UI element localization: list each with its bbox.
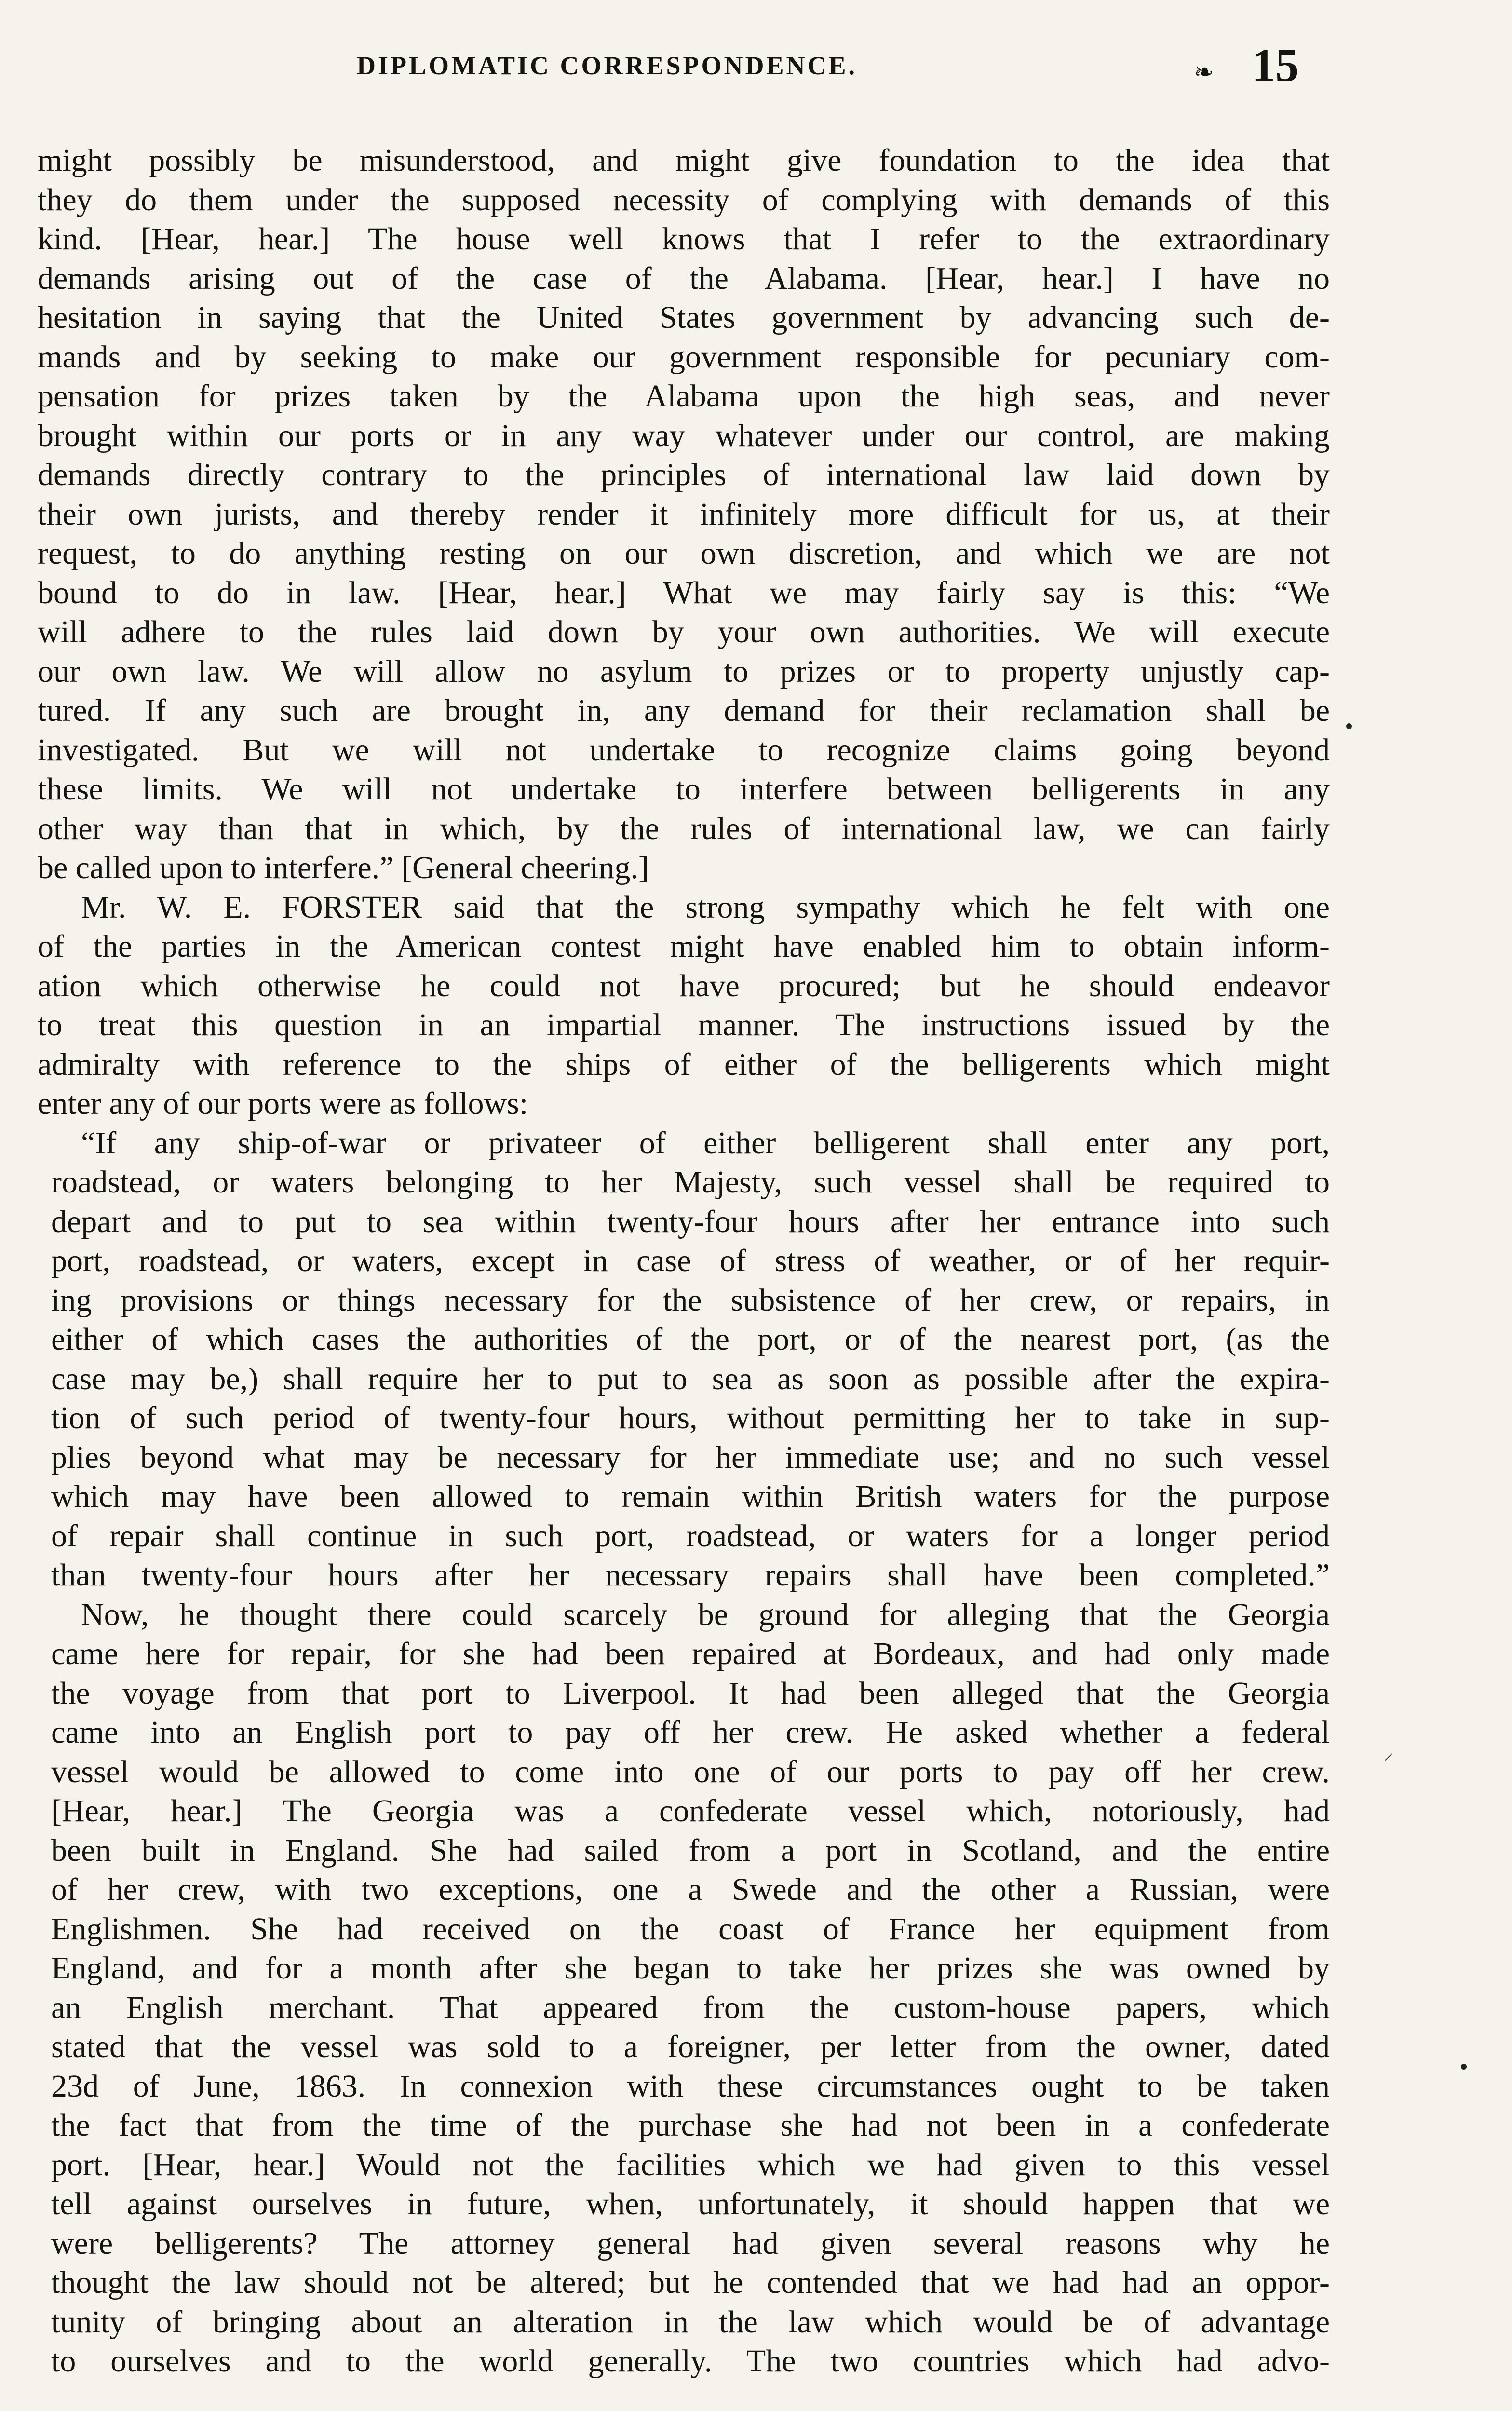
- text-line: England, and for a month after she began to take her prizes she was owned by: [51, 1950, 1330, 1986]
- page-number: 15: [1252, 40, 1299, 92]
- text-line: vessel would be allowed to come into one of our ports to pay off her crew.: [51, 1754, 1330, 1789]
- quote-line: roadstead, or waters belonging to her Majesty, such vessel shall be required to: [51, 1165, 1330, 1200]
- text-line: tunity of bringing about an alteration in the law which would be of advantage: [51, 2304, 1330, 2340]
- text-line: brought within our ports or in any way whatever under our control, are making: [38, 418, 1330, 453]
- text-line: they do them under the supposed necessity of complying with demands of this: [38, 182, 1330, 217]
- text-line: Now, he thought there could scarcely be ground for alleging that the Georgia: [81, 1597, 1330, 1632]
- quote-line: either of which cases the authorities of the port, or of the nearest port, (as the: [51, 1322, 1330, 1357]
- text-line: investigated. But we will not undertake to recognize claims going beyond: [38, 732, 1330, 768]
- text-line: to treat this question in an impartial manner. The instructions issued by the: [38, 1007, 1330, 1043]
- quote-line: depart and to put to sea within twenty-four hours after her entrance into such: [51, 1204, 1330, 1239]
- text-line: other way than that in which, by the rules of international law, we can fairly: [38, 811, 1330, 846]
- text-line: demands directly contrary to the principles of international law laid down by: [38, 457, 1330, 492]
- text-line: an English merchant. That appeared from the custom-house papers, which: [51, 1990, 1330, 2025]
- margin-speck: [1461, 2064, 1467, 2070]
- text-line: ation which otherwise he could not have procured; but he should endeavor: [38, 968, 1330, 1003]
- ornament-mark: ❧: [1194, 58, 1214, 85]
- text-line: been built in England. She had sailed from a port in Scotland, and the entire: [51, 1832, 1330, 1868]
- running-title: DIPLOMATIC CORRESPONDENCE.: [357, 51, 858, 80]
- text-line: admiralty with reference to the ships of either of the belligerents which might: [38, 1046, 1330, 1082]
- text-line: hesitation in saying that the United States government by advancing such de-: [38, 300, 1330, 335]
- text-line: came into an English port to pay off her crew. He asked whether a federal: [51, 1715, 1330, 1750]
- text-line: these limits. We will not undertake to interfere between belligerents in any: [38, 772, 1330, 807]
- text-line: might possibly be misunderstood, and might give foundation to the idea that: [38, 143, 1330, 178]
- text-line: bound to do in law. [Hear, hear.] What we may fairly say is this: “We: [38, 575, 1330, 610]
- text-line: stated that the vessel was sold to a foreigner, per letter from the owner, dated: [51, 2029, 1330, 2064]
- text-line: the fact that from the time of the purchase she had not been in a confederate: [51, 2108, 1330, 2143]
- quote-line: of repair shall continue in such port, roadstead, or waters for a longer period: [51, 1518, 1330, 1554]
- speaker-line: Mr. W. E. FORSTER said that the strong sympathy which he felt with one: [81, 889, 1330, 925]
- text-line: request, to do anything resting on our own discretion, and which we are not: [38, 536, 1330, 571]
- quote-line: port, roadstead, or waters, except in case of stress of weather, or of her requir-: [51, 1243, 1330, 1278]
- text-line: kind. [Hear, hear.] The house well knows that I refer to the extraordinary: [38, 221, 1330, 257]
- text-line: Englishmen. She had received on the coast of France her equipment from: [51, 1911, 1330, 1947]
- text-line: demands arising out of the case of the Alabama. [Hear, hear.] I have no: [38, 260, 1330, 296]
- text-line: the voyage from that port to Liverpool. It had been alleged that the Georgia: [51, 1675, 1330, 1711]
- text-line: will adhere to the rules laid down by your own authorities. We will execute: [38, 614, 1330, 650]
- text-line: [38, 2381, 1330, 2411]
- text-line: 23d of June, 1863. In connexion with these circumstances ought to be taken: [51, 2068, 1330, 2104]
- quote-line: which may have been allowed to remain within British waters for the purpose: [51, 1479, 1330, 1514]
- text-line: were belligerents? The attorney general had given several reasons why he: [51, 2225, 1330, 2261]
- text-line: mands and by seeking to make our government responsible for pecuniary com-: [38, 339, 1330, 375]
- quote-line: plies beyond what may be necessary for her immediate use; and no such vessel: [51, 1439, 1330, 1475]
- quote-line: ing provisions or things necessary for the subsistence of her crew, or repairs, in: [51, 1282, 1330, 1318]
- text-line: of her crew, with two exceptions, one a Swede and the other a Russian, were: [51, 1872, 1330, 1907]
- body-text: [38, 141, 1330, 2411]
- text-line: of the parties in the American contest might have enabled him to obtain inform-: [38, 929, 1330, 964]
- text-line: came here for repair, for she had been repaired at Bordeaux, and had only made: [51, 1636, 1330, 1671]
- text-line: be called upon to interfere.” [General cheering.]: [38, 850, 649, 885]
- text-line: [Hear, hear.] The Georgia was a confederate vessel which, notoriously, had: [51, 1793, 1330, 1829]
- text-line: port. [Hear, hear.] Would not the facilities which we had given to this vessel: [51, 2147, 1330, 2182]
- text-line: their own jurists, and thereby render it infinitely more difficult for us, at their: [38, 496, 1330, 532]
- text-line: enter any of our ports were as follows:: [38, 1086, 528, 1121]
- quote-line: tion of such period of twenty-four hours, without permitting her to take in sup-: [51, 1400, 1330, 1436]
- quote-line: case may be,) shall require her to put to sea as soon as possible after the expira-: [51, 1361, 1330, 1396]
- margin-tick-mark: ⸝: [1384, 1742, 1393, 1763]
- text-line: tell against ourselves in future, when, unfortunately, it should happen that we: [51, 2186, 1330, 2221]
- quote-line: than twenty-four hours after her necessary repairs shall have been completed.”: [51, 1558, 1330, 1593]
- text-line: tured. If any such are brought in, any demand for their reclamation shall be: [38, 693, 1330, 728]
- text-line: our own law. We will allow no asylum to prizes or to property unjustly cap-: [38, 653, 1330, 689]
- margin-speck: [1346, 723, 1352, 729]
- text-line: pensation for prizes taken by the Alabama upon the high seas, and never: [38, 379, 1330, 414]
- quote-line: “If any ship-of-war or privateer of either belligerent shall enter any port,: [81, 1125, 1330, 1161]
- text-line: thought the law should not be altered; but he contended that we had had an oppor-: [51, 2265, 1330, 2300]
- text-line: to ourselves and to the world generally. The two countries which had advo-: [51, 2343, 1330, 2379]
